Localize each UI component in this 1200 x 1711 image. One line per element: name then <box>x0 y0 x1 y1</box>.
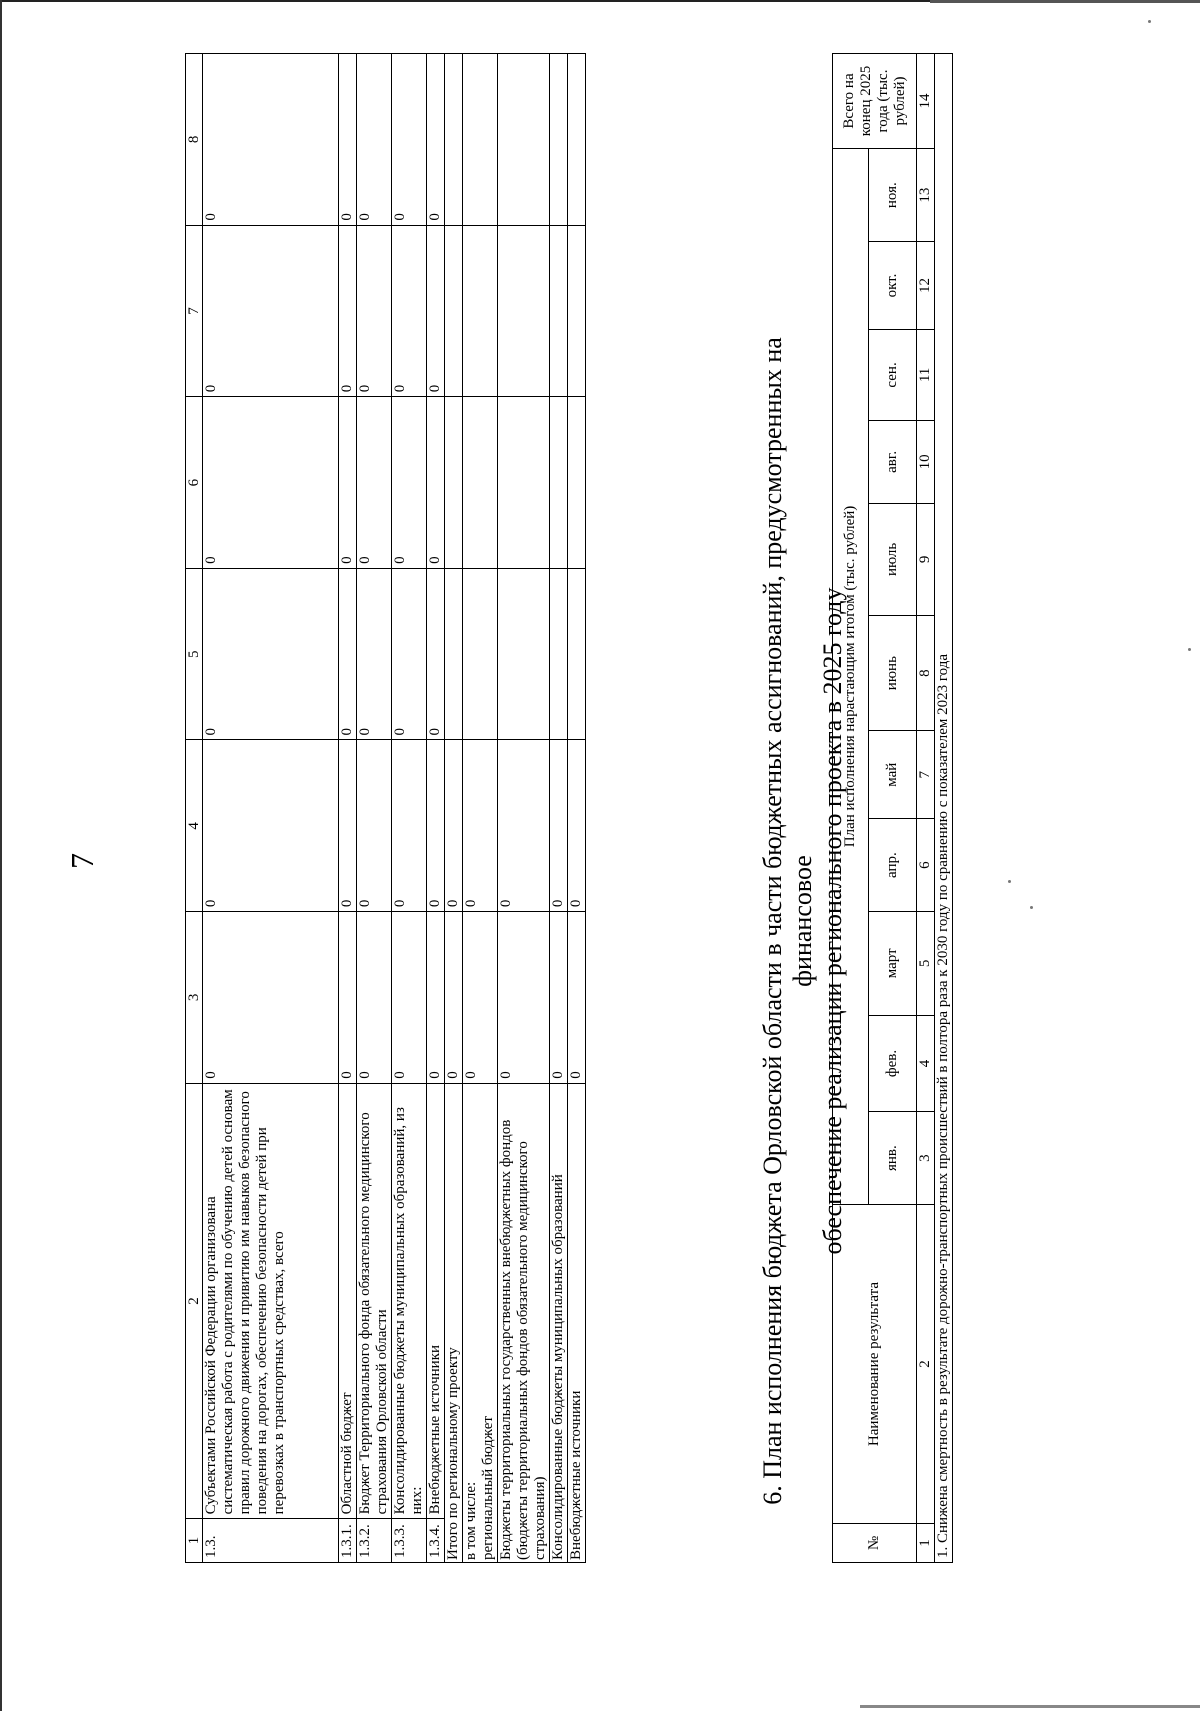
budget-table <box>185 53 586 1563</box>
cell-value: 0 <box>392 912 427 1084</box>
cell-value <box>550 568 568 740</box>
plan-header-row <box>833 54 869 1563</box>
plan-table <box>832 53 953 1563</box>
cell-value: 0 <box>392 225 427 397</box>
total-label: Итого по региональному проекту <box>445 1083 463 1562</box>
header-plan: План исполнения нарастающим итогом (тыс. рублей) <box>833 149 869 1205</box>
cell-value <box>463 568 498 740</box>
cell-value: 0 <box>357 225 392 397</box>
header-cell: 2 <box>186 1083 203 1519</box>
cell-value: 0 <box>357 54 392 226</box>
header-cell: 6 <box>186 397 203 569</box>
header-num: № <box>833 1524 917 1563</box>
cell-value: 0 <box>392 740 427 912</box>
result-row-label: 1. Снижена смертность в результате дорожно-транспортных происшествий в полтора раза к 2030 году по сравнению с показателем 2023 года <box>935 54 953 1563</box>
cell-value: 0 <box>463 912 498 1084</box>
cell-value <box>568 397 586 569</box>
cell-value <box>445 54 463 226</box>
cell-value: 0 <box>392 397 427 569</box>
header-cell: 3 <box>186 912 203 1084</box>
row-number: 1.3.2. <box>357 1519 392 1563</box>
colnum-cell: 6 <box>917 819 935 912</box>
table-row <box>339 54 357 1563</box>
cell-value <box>498 397 550 569</box>
cell-value: 0 <box>339 740 357 912</box>
colnum-cell: 5 <box>917 911 935 1015</box>
cell-value: 0 <box>339 225 357 397</box>
colnum-cell: 9 <box>917 503 935 616</box>
row-number: 1.3.1. <box>339 1519 357 1563</box>
cell-value <box>550 225 568 397</box>
cell-value: 0 <box>357 912 392 1084</box>
cell-value: 0 <box>427 912 445 1084</box>
cell-value: 0 <box>550 912 568 1084</box>
cell-value: 0 <box>463 740 498 912</box>
cell-value: 0 <box>427 568 445 740</box>
colnum-cell: 11 <box>917 329 935 420</box>
colnum-cell: 8 <box>917 616 935 731</box>
table-row-regional <box>463 54 498 1563</box>
month-cell: июнь <box>869 616 917 731</box>
cell-value: 0 <box>427 397 445 569</box>
colnum-cell: 2 <box>917 1205 935 1524</box>
table-row <box>357 54 392 1563</box>
header-cell: 8 <box>186 54 203 226</box>
cell-value: 0 <box>203 397 339 569</box>
row-number: 1.3.3. <box>392 1519 427 1563</box>
cell-value <box>568 225 586 397</box>
cell-value: 0 <box>427 225 445 397</box>
cell-value: 0 <box>568 740 586 912</box>
table-row <box>427 54 445 1563</box>
page-number: 7 <box>64 853 100 869</box>
header-cell: 5 <box>186 568 203 740</box>
month-cell: ноя. <box>869 149 917 242</box>
cell-value <box>445 397 463 569</box>
table-row-funds <box>498 54 550 1563</box>
header-total: Всего на конец 2025 года (тыс. рублей) <box>833 54 917 149</box>
cell-value: 0 <box>203 54 339 226</box>
cell-value: 0 <box>203 740 339 912</box>
plan-result-row <box>935 54 953 1563</box>
cell-value: 0 <box>427 54 445 226</box>
cell-value: 0 <box>445 912 463 1084</box>
colnum-cell: 4 <box>917 1015 935 1112</box>
row-number: 1.3. <box>203 1519 339 1563</box>
cell-value <box>568 568 586 740</box>
cell-value <box>568 54 586 226</box>
cell-value: 0 <box>357 740 392 912</box>
cell-value <box>550 54 568 226</box>
table-row <box>203 54 339 1563</box>
colnum-cell: 10 <box>917 421 935 504</box>
row-name: Субъектами Российской Федерации организована систематическая работа с родителями по обучению детей основам правил дорожного движения и привитию им навыков безопасного поведения на дорогах, обеспечению безопасности детей при перевозках в транспортных средствах, всего <box>203 1083 339 1519</box>
colnum-cell: 13 <box>917 149 935 242</box>
cell-value <box>445 225 463 397</box>
row-name: Внебюджетные источники <box>427 1083 445 1519</box>
cell-value: 0 <box>498 740 550 912</box>
offbudget-label: Внебюджетные источники <box>568 1083 586 1562</box>
month-cell: март <box>869 911 917 1015</box>
colnum-cell: 7 <box>917 731 935 819</box>
month-cell: май <box>869 731 917 819</box>
header-cell: 1 <box>186 1519 203 1563</box>
row-name: Бюджет Территориального фонда обязательного медицинского страхования Орловской области <box>357 1083 392 1519</box>
cell-value: 0 <box>427 740 445 912</box>
header-cell: 4 <box>186 740 203 912</box>
month-cell: июль <box>869 503 917 616</box>
cell-value: 0 <box>568 912 586 1084</box>
table-header-row <box>186 54 203 1563</box>
cell-value <box>445 568 463 740</box>
cell-value <box>498 225 550 397</box>
colnum-cell: 14 <box>917 54 935 149</box>
cell-value <box>463 225 498 397</box>
cell-value: 0 <box>550 740 568 912</box>
cell-value <box>498 54 550 226</box>
section-title-line: 6. План исполнения бюджета Орловской области в части бюджетных ассигнований, предусмотренных на финансовое <box>758 337 817 1505</box>
row-name: Областной бюджет <box>339 1083 357 1519</box>
month-cell: апр. <box>869 819 917 912</box>
row-number: 1.3.4. <box>427 1519 445 1563</box>
funds-label: Бюджеты территориальных государственных внебюджетных фондов (бюджеты территориальных фондов обязательного медицинского страхования) <box>498 1083 550 1562</box>
section-title-line: обеспечение реализации регионального проекта в 2025 году <box>818 587 847 1255</box>
cell-value: 0 <box>392 568 427 740</box>
table-row-offbudget <box>568 54 586 1563</box>
cell-value: 0 <box>357 568 392 740</box>
cell-value: 0 <box>203 912 339 1084</box>
cell-value <box>463 54 498 226</box>
regional-budget-label: региональный бюджет <box>480 1416 496 1560</box>
cell-value: 0 <box>339 54 357 226</box>
colnum-cell: 12 <box>917 242 935 329</box>
row-name: Консолидированные бюджеты муниципальных образований, из них: <box>392 1083 427 1519</box>
month-cell: окт. <box>869 242 917 329</box>
cell-value: 0 <box>339 397 357 569</box>
month-cell: фев. <box>869 1015 917 1112</box>
cell-value: 0 <box>203 568 339 740</box>
month-cell: сен. <box>869 329 917 420</box>
header-cell: 7 <box>186 225 203 397</box>
plan-colnum-row <box>917 54 935 1563</box>
table-row-total <box>445 54 463 1563</box>
cell-value: 0 <box>357 397 392 569</box>
table-row-municipal <box>550 54 568 1563</box>
cell-value: 0 <box>339 568 357 740</box>
table-row <box>392 54 427 1563</box>
colnum-cell: 1 <box>917 1524 935 1563</box>
header-name: Наименование результата <box>833 1205 917 1524</box>
cell-value: 0 <box>203 225 339 397</box>
month-cell: янв. <box>869 1112 917 1205</box>
cell-value: 0 <box>392 54 427 226</box>
month-cell: авг. <box>869 421 917 504</box>
cell-value: 0 <box>339 912 357 1084</box>
cell-value <box>550 397 568 569</box>
cell-value <box>463 397 498 569</box>
cell-value <box>498 568 550 740</box>
colnum-cell: 3 <box>917 1112 935 1205</box>
cell-value: 0 <box>445 740 463 912</box>
regional-label <box>463 1083 498 1562</box>
municipal-label: Консолидированные бюджеты муниципальных образований <box>550 1083 568 1562</box>
incl-label: в том числе: <box>463 1481 479 1560</box>
cell-value: 0 <box>498 912 550 1084</box>
